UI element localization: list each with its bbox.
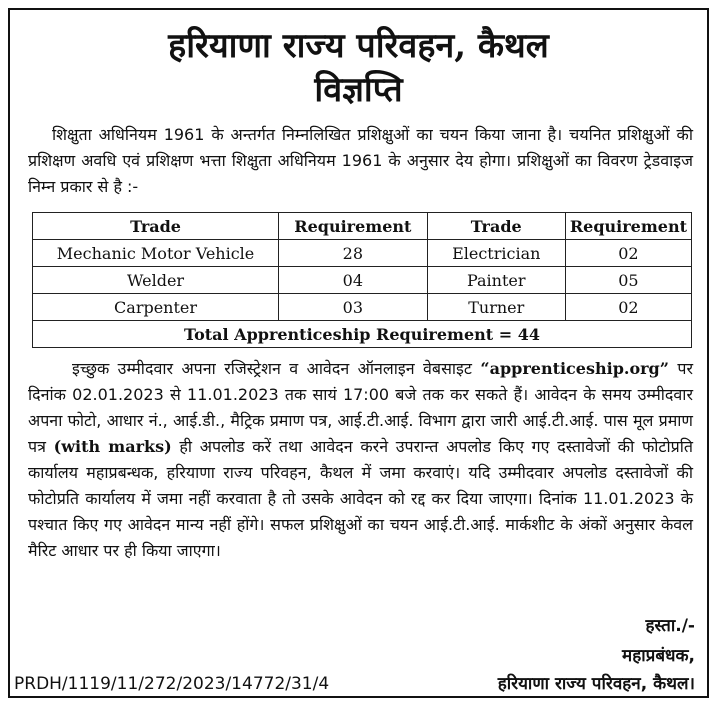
column-header: Requirement [279,213,428,240]
table-cell: Painter [427,267,565,294]
paragraph-text: इच्छुक उम्मीदवार अपना रजिस्ट्रेशन व आवेदन ऑनलाइन वेबसाइट [72,359,481,378]
table-cell: Turner [427,294,565,321]
table-cell: 05 [565,267,691,294]
signatory-office: हरियाणा राज्य परिवहन, कैथल। [497,674,695,694]
column-header: Requirement [565,213,691,240]
application-paragraph [28,356,693,564]
intro-paragraph: शिक्षुता अधिनियम 1961 के अन्तर्गत निम्नलिखित प्रशिक्षुओं का चयन किया जाना है। चयनित प्रशिक्षुओं की प्रशिक्षण अवधि एवं प्रशिक्षण भत्ता शिक्षुता अधिनियम 1961 के अनुसार देय होगा। प्रशिक्षुओं का विवरण ट्रेडवाइज निम्न प्रकार से है :- [28,125,693,196]
notice-title: हरियाणा राज्य परिवहन, कैथल [168,26,549,66]
table-cell: 02 [565,294,691,321]
signature-line: हस्ता./- [645,616,695,636]
table-cell: Carpenter [33,294,279,321]
table-cell: 02 [565,240,691,267]
reference-number: PRDH/1119/11/272/2023/14772/31/4 [14,674,330,694]
paragraph-text: ही अपलोड करें तथा आवेदन करने उपरान्त अपलोड किए गए दस्तावेजों की फोटोप्रति कार्यालय महाप्रबन्धक, हरियाणा राज्य परिवहन, कैथल में जमा करवाएं। यदि उम्मीदवार अपलोड दस्तावेजों की फोटोप्रति कार्यालय में जमा नहीं करवाता है तो उसके आवेदन को रद्द कर दिया जाएगा। दिनांक 11.01.2023 के पश्चात किए गए आवेदन मान्य नहीं होंगे। सफल प्रशिक्षुओं का चयन आई.टी.आई. मार्कशीट के अंकों अनुसार केवल मैरिट आधार पर ही किया जाएगा। [28,437,693,560]
column-header: Trade [427,213,565,240]
table-cell: Mechanic Motor Vehicle [33,240,279,267]
with-marks-note: (with marks) [53,437,172,456]
notice-subtitle: विज्ञप्ति [314,70,403,110]
trade-requirement-table [32,212,692,348]
table-cell: 03 [279,294,428,321]
paragraph-text: पर दिनांक 02.01.2023 से 11.01.2023 तक सायं 17:00 बजे तक कर सकते हैं। आवेदन के समय उम्मीदवार अपना फोटो, आधार नं., आई.डी., मैट्रिक प्रमाण पत्र, आई.टी.आई. विभाग द्वारा जारी आई.टी.आई. पास मूल प्रमाण पत्र [28,359,693,456]
table-row [33,294,692,321]
table-cell: 28 [279,240,428,267]
table-cell: Welder [33,267,279,294]
website-name: “apprenticeship.org” [480,359,669,378]
table-header-row [33,213,692,240]
total-requirement: Total Apprenticeship Requirement = 44 [33,321,692,348]
table-cell: Electrician [427,240,565,267]
table-row [33,240,692,267]
column-header: Trade [33,213,279,240]
table-row [33,267,692,294]
table-total-row [33,321,692,348]
signatory-designation: महाप्रबंधक, [622,646,695,666]
table-cell: 04 [279,267,428,294]
notice-document [8,8,709,698]
